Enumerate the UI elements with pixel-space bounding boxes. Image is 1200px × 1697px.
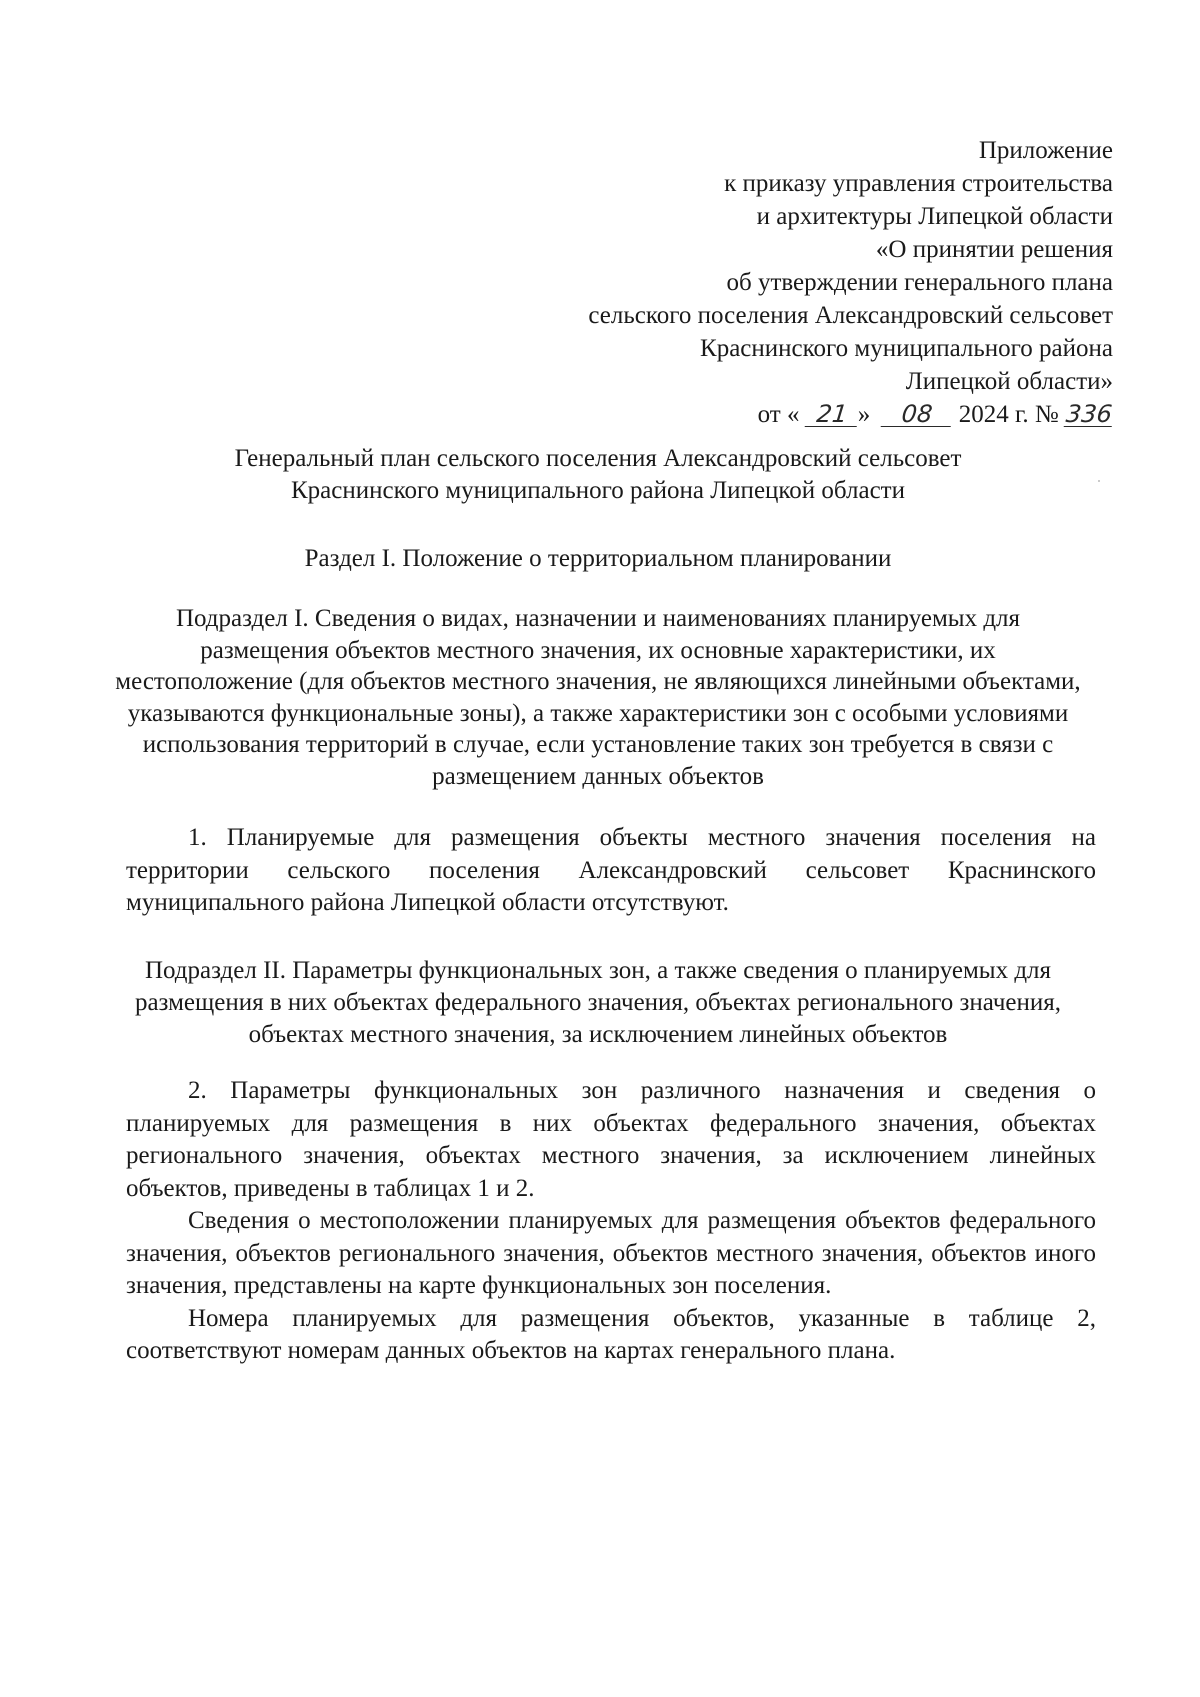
appendix-line: об утверждении генерального плана xyxy=(726,269,1113,296)
appendix-header xyxy=(473,134,1113,431)
title-line-2: Краснинского муниципального района Липецкой области xyxy=(291,477,905,504)
paragraph-group-2 xyxy=(126,1075,1096,1368)
title-line-1: Генеральный план сельского поселения Александровский сельсовет xyxy=(234,445,962,472)
paragraph-1 xyxy=(126,822,1096,920)
handwritten-order-number: 336 xyxy=(1064,400,1114,428)
paragraph-4-text: Номера планируемых для размещения объектов, указанные в таблице 2, соответствуют номерам данных объектов на картах генерального плана. xyxy=(126,1304,1096,1364)
paragraph-2-text: 2. Параметры функциональных зон различного назначения и сведения о планируемых для размещения в них объектах федерального значения, объектах регионального значения, объектах местного значения, за исключением линейных объектов, приведены в таблицах 1 и 2. xyxy=(126,1077,1096,1202)
document-title xyxy=(115,443,1081,507)
date-year: 2024 г. № xyxy=(958,401,1059,428)
appendix-line: Краснинского муниципального района xyxy=(700,335,1113,362)
appendix-line: «О принятии решения xyxy=(875,236,1113,263)
appendix-line: к приказу управления строительства xyxy=(724,170,1113,197)
appendix-line: Приложение xyxy=(978,137,1113,164)
paragraph-1-text: 1. Планируемые для размещения объекты местного значения поселения на территории сельского поселения Александровский сельсовет Краснинского муниципального района Липецкой области отсутствуют. xyxy=(126,824,1096,916)
date-mid: » xyxy=(857,401,871,428)
handwritten-month: 08 xyxy=(881,402,954,427)
appendix-line: Липецкой области» xyxy=(905,368,1113,395)
appendix-line: и архитектуры Липецкой области xyxy=(756,203,1113,230)
section-heading: Раздел I. Положение о территориальном планировании xyxy=(304,545,892,572)
paragraph-3-text: Сведения о местоположении планируемых для размещения объектов федерального значения, объектов регионального значения, объектов местного значения, объектов иного значения, представлены на карте функциональных зон поселения. xyxy=(126,1207,1096,1299)
subsection-2-heading: Подраздел II. Параметры функциональных зон, а также сведения о планируемых для размещения в них объектах федерального значения, объектах регионального значения, объектах местного значения, за исключением линейных объектов xyxy=(134,957,1062,1048)
scan-speck xyxy=(1098,480,1100,482)
appendix-line: сельского поселения Александровский сельсовет xyxy=(588,302,1113,329)
subsection-1-heading: Подраздел I. Сведения о видах, назначении и наименованиях планируемых для размещения объектов местного значения, их основные характеристики, их местоположение (для объектов местного значения, не являющихся линейными объектами, указываются функциональные зоны), а также характеристики зон с особыми условиями использования территорий в случае, если установление таких зон требуется в связи с размещением данных объектов xyxy=(115,605,1081,790)
handwritten-day: 21 xyxy=(804,402,859,427)
order-date-line xyxy=(473,398,1113,431)
date-prefix: от « xyxy=(757,401,800,428)
